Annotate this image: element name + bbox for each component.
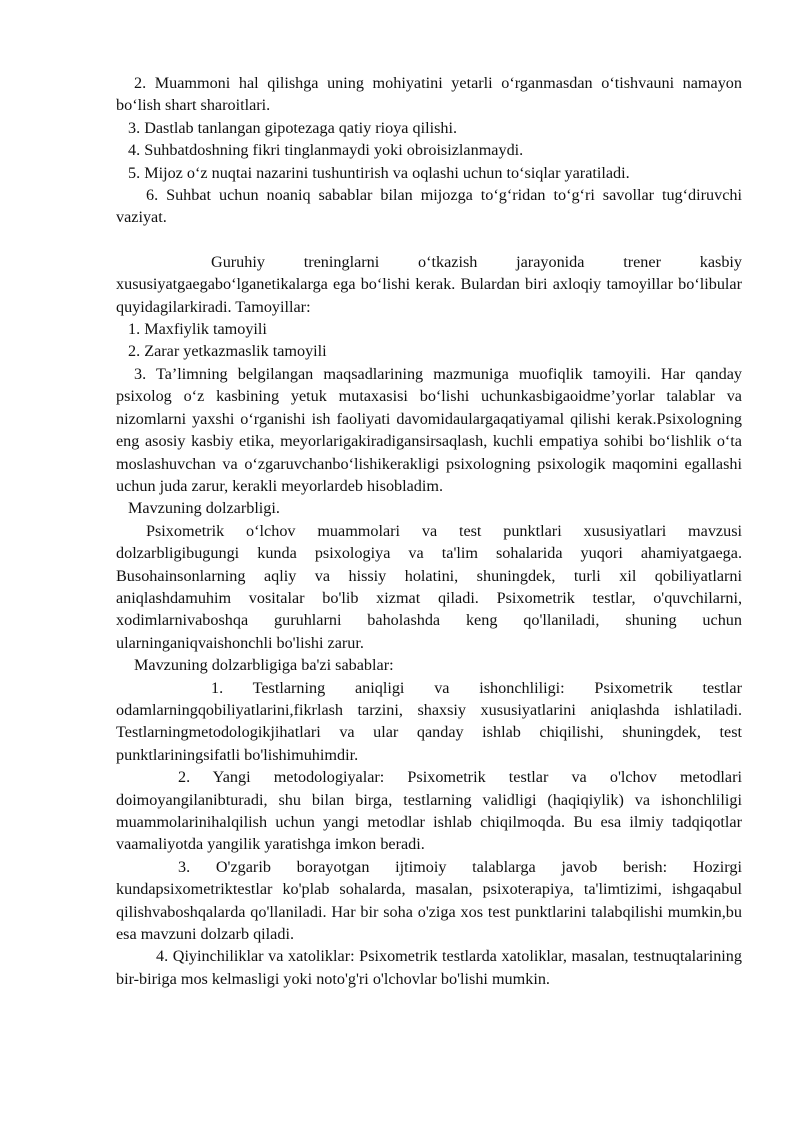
list-item-hypothesis: 3. Dastlab tanlangan gipotezaga qatiy rioya qilishi.	[128, 118, 458, 137]
paragraph-new-methodologies: 2. Yangi metodologiyalar: Psixometrik testlar va o'lchov metodlari doimoyangilanibturadi, shu bilan birga, testlarning validligi (haqiqiylik) va ishonchliligi muammolarinihalqilish uchun yangi metodlar ishlab chiqilmoqda. Bu esa ilmiy tadqiqotlar vaamaliyotda yangilik yaratishga imkon beradi.	[116, 768, 742, 854]
paragraph-accuracy-reliability: 1. Testlarning aniqligi va ishonchliligi: Psixometrik testlar odamlarningqobiliyatlarini,fikrlash tarzini, shaxsiy xususiyatlarini aniqlashda ishlatiladi. Testlarningmetodologikjihatlari va ular qanday ishlab chiqilishi, shuningdek, test punktlariningsifatli bo'lishimuhimdir.	[116, 678, 742, 764]
list-item-obstacles: 5. Mijoz o‘z nuqtai nazarini tushuntirish va oqlashi uchun to‘siqlar yaratiladi.	[128, 163, 630, 182]
paragraph-psychometric-relevance: Psixometrik o‘lchov muammolari va test punktlari xususiyatlari mavzusi dolzarbligibugungi kunda psixologiya va ta'lim sohalarida yuqori ahamiyatgaega. Busohainsonlarning aqliy va hissiy holatini, shuningdek, turli xil qobiliyatlarni aniqlashdamuhim vositalar bo'lib xizmat qiladi. Psixometrik testlar, o'quvchilarni, xodimlarnivaboshqa guruhlarni baholashda keng qo'llaniladi, shuning uchun ularninganiqvaishonchli bo'lishi zarur.	[116, 521, 742, 652]
paragraph-education-goals: 3. Ta’limning belgilangan maqsadlarining mazmuniga muofiqlik tamoyili. Har qanday psixolog o‘z kasbining yetuk mutaxasisi bo‘lishi uchunkasbigaoidme’yorlar talablar va nizomlarni yaxshi o‘rganishi ish faoliyati davomidaulargaqatiyamal qilishi kerak.Psixologning eng asosiy kasbiy etika, meyorlarigakiradigansirsaqlash, kuchli empatiya sohibi bo‘lishlik o‘ta moslashuvchan va o‘zgaruvchanbo‘lishikerakligi psixologning psixologik maqomini egallashi uchun juda zarur, kerakli meyorlardeb hisobladim.	[116, 364, 742, 495]
list-item-confidentiality: 1. Maxfiylik tamoyili	[128, 320, 267, 339]
heading-relevance: Mavzuning dolzarbligi.	[128, 499, 280, 518]
paragraph-difficulties-errors: 4. Qiyinchiliklar va xatoliklar: Psixometrik testlarda xatoliklar, masalan, testnuqtalarining bir-biriga mos kelmasligi yoki noto'g'ri o'lchovlar bo'lishi mumkin.	[116, 947, 742, 988]
list-item-no-harm: 2. Zarar yetkazmaslik tamoyili	[128, 342, 327, 361]
list-item-not-listened: 4. Suhbatdoshning fikri tinglanmaydi yoki obroisizlanmaydi.	[128, 141, 524, 160]
document-page	[116, 72, 742, 990]
paragraph-gap	[116, 229, 742, 251]
paragraph-problem-condition: 2. Muammoni hal qilishga uning mohiyatini yetarli o‘rganmasdan o‘tishvauni namayon bo‘lish shart sharoitlari.	[116, 74, 742, 115]
heading-relevance-reasons: Mavzuning dolzarbligiga ba'zi sabablar:	[134, 656, 394, 675]
paragraph-group-trainings: Guruhiy treninglarni o‘tkazish jarayonida trener kasbiy xususiyatgaegabo‘lganetikalarga ega bo‘lishi kerak. Bulardan biri axloqiy tamoyillar bo‘libular quyidagilarkiradi. Tamoyillar:	[116, 252, 742, 316]
paragraph-social-demands: 3. O'zgarib borayotgan ijtimoiy talablarga javob berish: Hozirgi kundapsixometriktestlar ko'plab sohalarda, masalan, psixoterapiya, ta'limtizimi, ishgaqabul qilishvaboshqalarda qo'llaniladi. Har bir soha o'ziga xos test punktlarini talabqilishi mumkin,bu esa mavzuni dolzarb qiladi.	[116, 857, 742, 944]
paragraph-unclear-reasons: 6. Suhbat uchun noaniq sabablar bilan mijozga to‘g‘ridan to‘g‘ri savollar tug‘diruvchi vaziyat.	[116, 186, 742, 227]
